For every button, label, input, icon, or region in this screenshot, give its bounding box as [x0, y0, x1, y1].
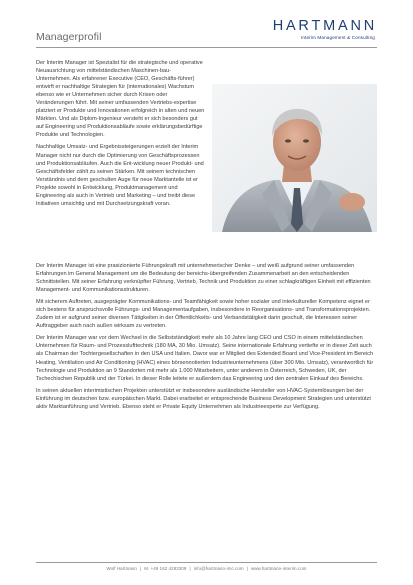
career-paragraph: Der Interim Manager war vor dem Wechsel in die Selbstständigkeit mehr als 10 Jahre lang CEO und CSO in einem mittelständischen Unternehmen für Raum- und Prozesslufttechnik (180 MA, 30 Mio. Umsatz). Seine internationale Erfahrung vertiefte er in dieser Zeit auch als Chairman der Tochtergesellschaften in den USA und Italien. Davor war er Mitglied des Extended Board und Vice-President im Bereich Heating, Ventilation und Air Conditioning (HVAC) eines börsennotierten Industrieunternehmens (über 300 Mio. Umsatz), verantwortlich für Technologie und Produktion an 9 Standorten mit mehr als 1.000 Mitarbeitern, unter anderem in Österreich, Schweden, UK, der Tschechischen Republik und der Türkei. In dieser Rolle leitete er außerdem das Engineering und den zentralen Einkauf des Bereichs.: [36, 335, 374, 382]
intro-column: [36, 59, 206, 208]
footer-divider: [36, 562, 377, 563]
footer-phone: M. +49 162 4283309: [144, 566, 187, 571]
intro-paragraph: Der Interim Manager ist Spezialist für die strategische und operative Neuausrichtung von mittelständischen Maschinen-bau-Unternehmen. Als erfahrener Executive (CEO, Geschäfts-führer) entwirft er nachhaltige Strategien für (internationales) Wachstum ebenso wie er Unternehmen sicher durch Krisen oder Veränderungen führt. Mit seiner umfassenden Vertriebs-expertise platziert er Produkte und Innovationen erfolgreich in alten und neuen Märkten. Und als Diplom-Ingenieur versteht er sich besonders gut auf Engineering und Produktionsabläufe sowie erklärungsbedürftige Produkte und Technologien.: [36, 60, 205, 139]
company-logo: [273, 19, 377, 40]
body-column: [36, 262, 377, 411]
logo-subtitle: Interim Management & Consulting: [300, 35, 375, 40]
footer: Wolf Hartmann | M. +49 162 4283309 | info@hartmann-imc.com | www.hartmann-interim.com: [106, 566, 307, 571]
leadership-paragraph: Der Interim Manager ist eine prasizionierte Führungskraft mit unternehmerischer Denke – und weiß aufgrund seiner umfassenden Erfahrungen im General Management um die Bedeutung der bereichs-übergreifenden Zusammenarbeit an den entscheidenden Schnittstellen. Mit seiner Erfahrung verknüpfter Führung, Vertrieb, Technik und Produktion zu einer schlagkräftigen Einheit mit effizienten Management- und Kommunikationsstrukturen.: [36, 263, 371, 294]
footer-name: Wolf Hartmann: [106, 566, 137, 571]
header-divider: [36, 47, 377, 48]
footer-email-link[interactable]: info@hartmann-imc.com: [193, 566, 244, 571]
competence-paragraph: Mit sicherem Auftreten, ausgeprägter Kommunikations- und Teamfähigkeit sowie hoher sozialer und interkultureller Kompetenz eignet er sich bestens für anspruchsvolle Führungs- und Managementaufgaben, insbesondere in Reorganisations- und Transformationsprojekten. Zudem ist er aufgrund seiner diversen Tätigkeiten in der Öffentlichkeits- und Verbandstätigkeit darin geschult, die Interessen seiner Auftraggeber auch nach außen wirksam zu vertreten.: [36, 299, 371, 330]
page-title: Managerprofil: [36, 31, 102, 43]
current-projects-paragraph: In seinen aktuellen interimistischen Projekten unterstützt er insbesondere ausländische Hersteller von HVAC-Systemlösungen bei der Einführung im deutschen bzw. europäischen Markt. Dabei erarbeitet er entsprechende Business Development Strategien und unterstützt aktiv Marktanführung und Vertrieb. Ebenso steht er Private Equity Unternehmen als Industrieexperte zur Verfügung.: [36, 387, 371, 410]
footer-website-link[interactable]: www.hartmann-interim.com: [250, 566, 307, 571]
logo-wordmark: HARTMANN: [272, 18, 377, 34]
portrait-photo-icon: [212, 84, 377, 232]
results-paragraph: Nachhaltige Umsatz- und Ergebnissteigerungen erzielt der Interim Manager nicht nur durch die Optimierung von Geschäftsprozessen und Produktionsabläufen. Auch die Ent-wicklung neuer Produkt- und Geschäftsfelder zählt zu seinen Stärken. Mit seinem technischen Verständnis und dem geschulten Auge für neue Marktanteile ist er Projekte sowohl in Entwicklung, Produktmanagement und Engineering als auch in Vertrieb und Marketing – und treibt diese Initiativen umsichtig und mit Durchsetzungskraft voran.: [36, 144, 204, 207]
